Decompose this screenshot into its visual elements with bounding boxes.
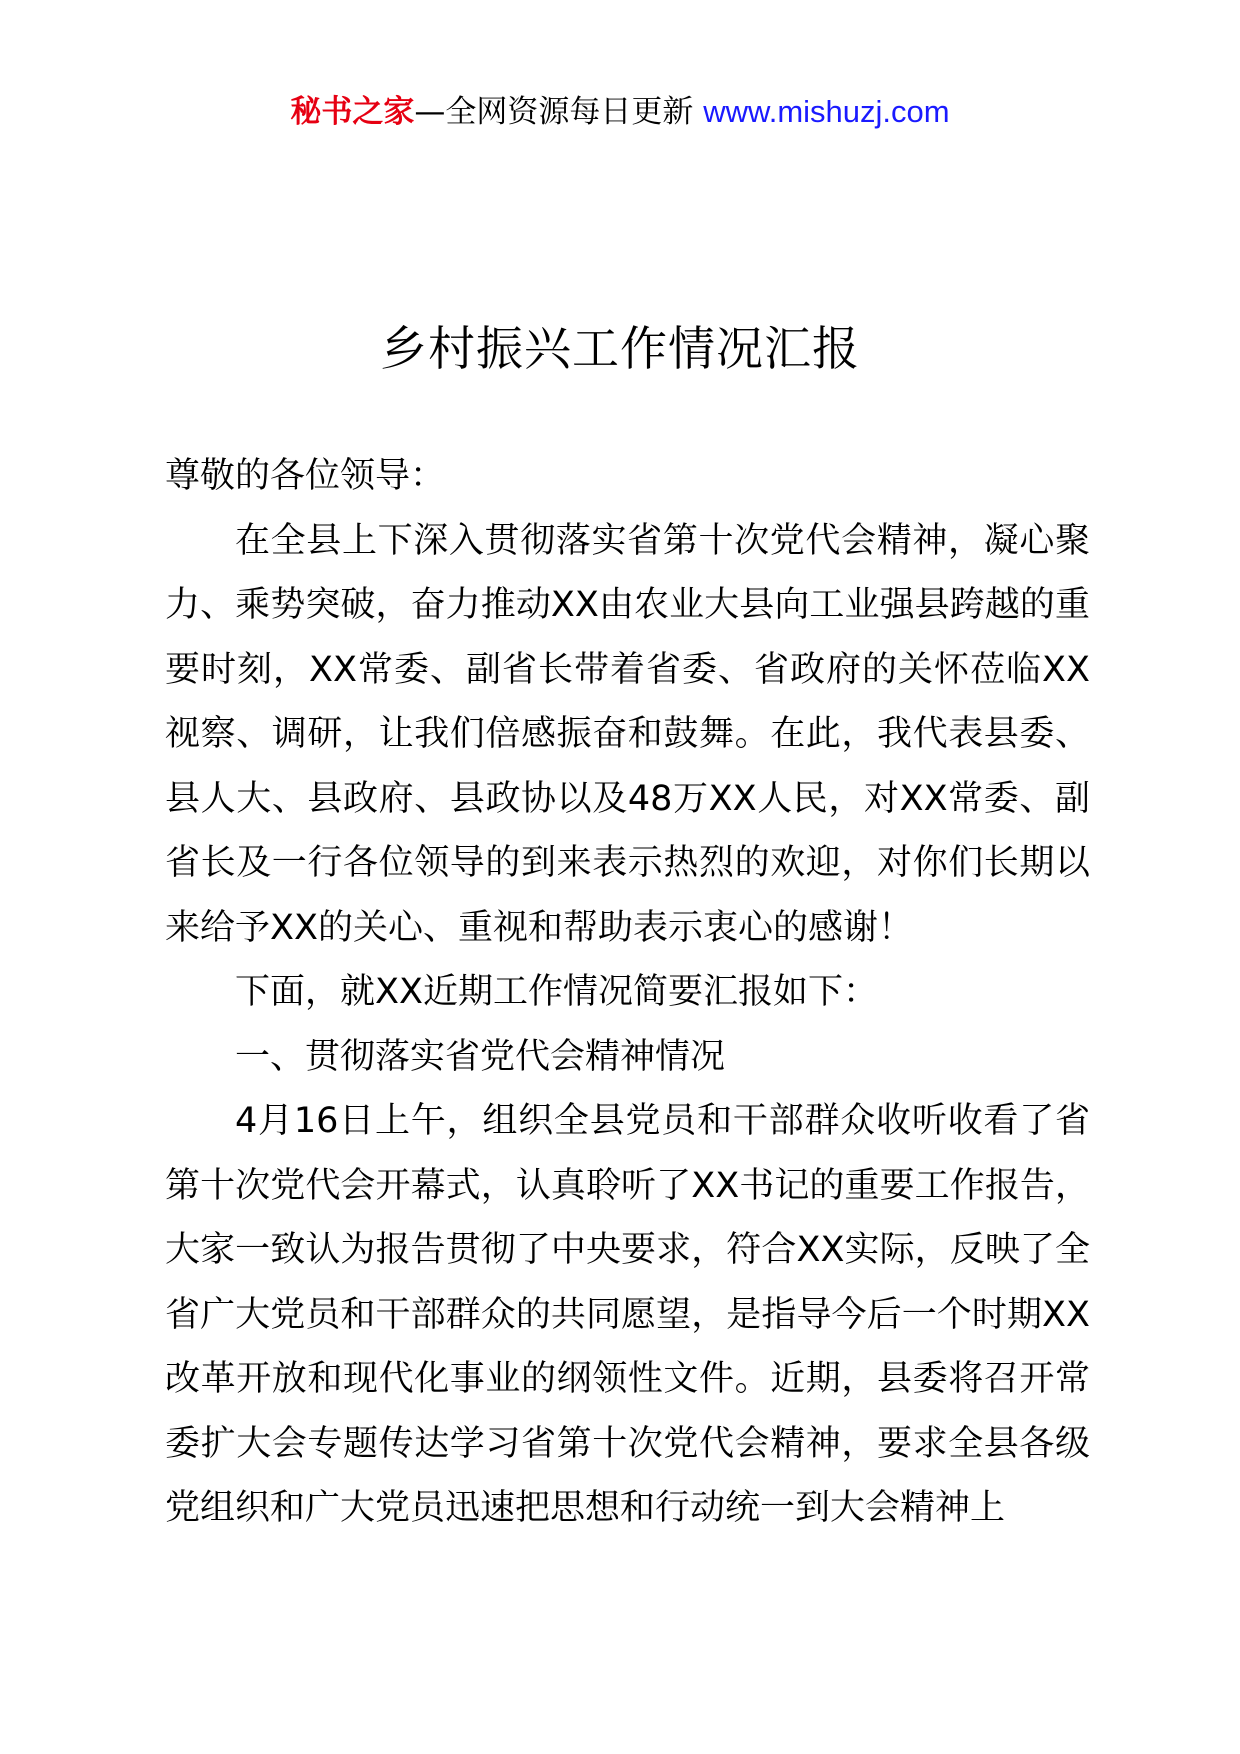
site-header: [0, 92, 1240, 132]
header-tagline: —全网资源每日更新: [414, 94, 694, 130]
body-paragraph: 下面，就XX近期工作情况简要汇报如下：: [235, 972, 878, 1012]
body-paragraph: 4月16日上午，组织全县党员和干部群众收听收看了省第十次党代会开幕式，认真聆听了XX书记的重要工作报告，大家一致认为报告贯彻了中央要求，符合XX实际，反映了全省广大党员和干部群众的共同愿望，是指导今后一个时期XX改革开放和现代化事业的纲领性文件。近期，县委将召开常委扩大会专题传达学习省第十次党代会精神，要求全县各级党组织和广大党员迅速把思想和行动统一到大会精神上: [165, 1101, 1090, 1528]
document-title: 乡村振兴工作情况汇报: [380, 322, 860, 377]
site-url-link[interactable]: www.mishuzj.com: [703, 94, 950, 129]
section-heading: 一、贯彻落实省党代会精神情况: [235, 1036, 726, 1077]
body-paragraph: 在全县上下深入贯彻落实省第十次党代会精神，凝心聚力、乘势突破，奋力推动XX由农业大县向工业强县跨越的重要时刻，XX常委、副省长带着省委、省政府的关怀莅临XX视察、调研，让我们倍感振奋和鼓舞。在此，我代表县委、县人大、县政府、县政协以及48万XX人民，对XX常委、副省长及一行各位领导的到来表示热烈的欢迎，对你们长期以来给予XX的关心、重视和帮助表示衷心的感谢！: [165, 520, 1090, 948]
document-body: [165, 444, 1090, 1541]
salutation: 尊敬的各位领导：: [165, 456, 446, 496]
brand-name: 秘书之家: [290, 94, 415, 130]
